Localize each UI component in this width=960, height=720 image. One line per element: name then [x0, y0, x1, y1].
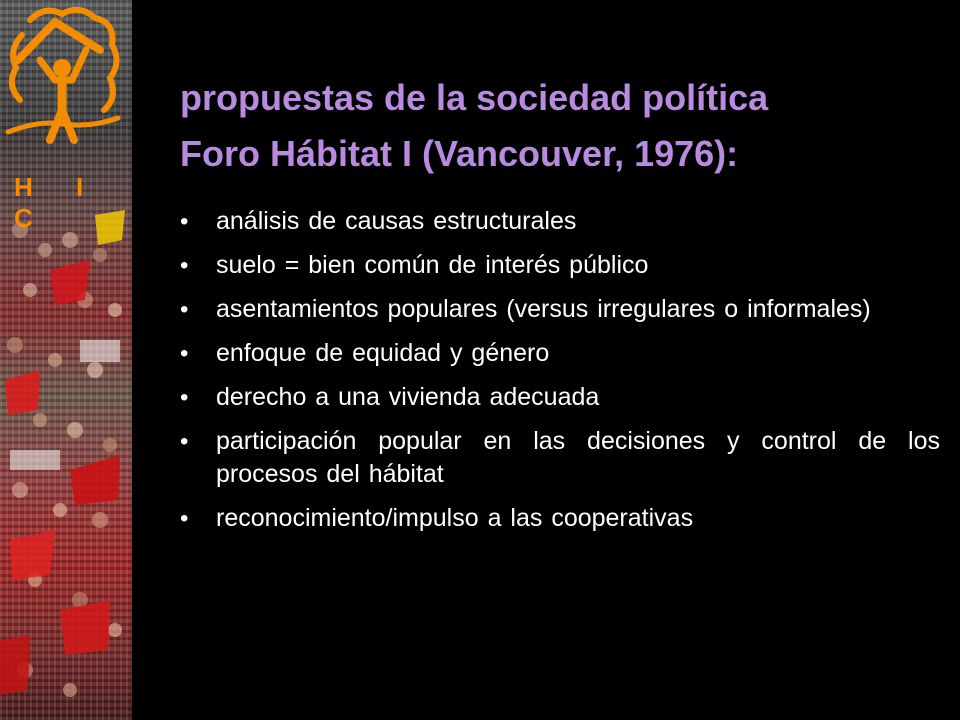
bullet-item [180, 381, 940, 414]
bullet-item [180, 502, 940, 535]
bullet-text: enfoque de equidad y género [216, 339, 550, 367]
bullet-item [180, 337, 940, 370]
bullet-dot-icon: • [180, 252, 189, 279]
bullet-text: derecho a una vivienda adecuada [216, 383, 600, 411]
bullet-item [180, 293, 940, 326]
bullet-item [180, 205, 940, 238]
bullet-dot-icon: • [180, 384, 189, 411]
title-line-1: propuestas de la sociedad política [180, 77, 769, 118]
logo-text: H I C [14, 172, 102, 233]
hic-person-house-icon [0, 0, 124, 180]
bullet-dot-icon: • [180, 505, 189, 532]
bullet-text: reconocimiento/impulso a las cooperativas [216, 504, 694, 532]
crowd-photo-strip [0, 0, 132, 720]
bullet-text: análisis de causas estructurales [216, 207, 577, 235]
bullet-list [180, 205, 940, 546]
slide-title [180, 70, 940, 182]
bullet-dot-icon: • [180, 428, 189, 455]
bullet-dot-icon: • [180, 296, 189, 323]
title-line-2: Foro Hábitat I (Vancouver, 1976): [180, 133, 739, 174]
bullet-dot-icon: • [180, 340, 189, 367]
bullet-item [180, 249, 940, 282]
bullet-text: suelo = bien común de interés público [216, 251, 649, 279]
bullet-dot-icon: • [180, 208, 189, 235]
bullet-item [180, 425, 940, 491]
bullet-text: asentamientos populares (versus irregulares o informales) [216, 295, 871, 323]
bullet-text: participación popular en las decisiones y control de los procesos del hábitat [216, 427, 940, 488]
